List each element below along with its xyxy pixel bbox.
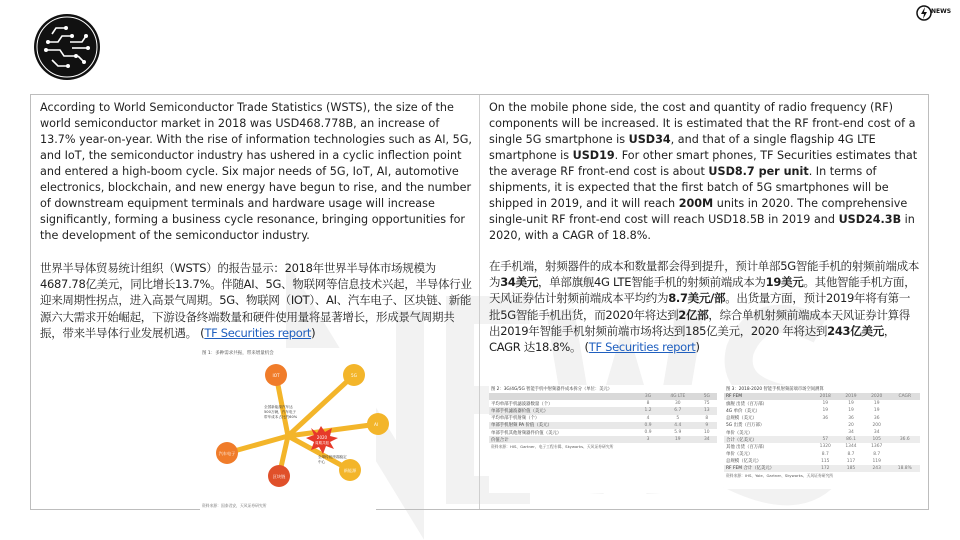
right-en-segment-8: units in 2020. The comprehensive single-unit RF front-end cost will reach USD18.5B in 2019 and: [489, 197, 908, 226]
node-energy-label: 新能源: [343, 468, 357, 473]
table1-cell: 价值合计: [489, 436, 637, 443]
right-zh-segment-8: ，综合单机射频前端成本天风证券计算得出2019年智能手机射频前端市场将达到185亿美元，2020 年将达到: [489, 307, 911, 338]
table1-cell: 5: [676, 415, 680, 421]
table-row: [724, 436, 920, 443]
right-en-segment-0: On the mobile phone side, the cost and quantity of radio frequency (RF) components will be increased. It is estimated that the RF front-end cost of a single 5G smartphone is: [489, 101, 916, 146]
right-chinese-text: [489, 259, 919, 354]
table-row: [489, 436, 717, 443]
side-label-1: 全国新能源汽车达: [264, 405, 293, 409]
table2-cell: 34: [873, 430, 880, 436]
right-zh-segment-2: ，单部旗舰4G LTE智能手机的射频前端成本为: [538, 275, 766, 290]
table2-header-cell: 2018: [812, 393, 838, 400]
table-row: [724, 407, 920, 414]
table2-cell: [890, 458, 920, 465]
table2-cell: 36: [822, 415, 829, 421]
figure-source: 资料来源：国泰君安，天风证券研究所: [202, 503, 267, 508]
table-row: [724, 465, 920, 472]
rf-cost-breakdown-table: [489, 385, 717, 493]
node-iot-label: IOT: [272, 373, 280, 378]
table2-cell: [890, 415, 920, 422]
table2-cell: 合计（亿美元）: [724, 436, 812, 443]
table2-cell: 18.8%: [890, 465, 920, 472]
table-row: [724, 422, 920, 429]
table1-cell: 10: [704, 430, 710, 436]
right-zh-segment-7: 2亿部: [678, 307, 709, 322]
table2-cell: 1344: [845, 444, 857, 450]
table2-cell: 8.7: [873, 451, 881, 457]
circuit-brain-logo: [32, 12, 102, 82]
table2-cell: RF FEM 合计（亿美元）: [724, 465, 812, 472]
right-en-segment-2: , and that of a single flagship 4G LTE smartphone is: [489, 133, 876, 162]
table2-cell: 57: [812, 436, 838, 443]
table1-cell: 34: [697, 436, 717, 443]
table2-cell: [890, 407, 920, 414]
table1-cell: 0.9: [637, 422, 659, 429]
column-divider: [479, 95, 480, 509]
right-zh-segment-0: 在手机端，射频器件的成本和数量都会得到提升，预计单部5G智能手机的射频前端成本为: [489, 259, 920, 290]
table2-cell: 86.1: [838, 436, 864, 443]
table1-cell: 平均单部手机滤波器数量（个）: [491, 401, 553, 407]
table2-header-cell: CAGR: [890, 393, 920, 400]
tf-securities-link-right[interactable]: TF Securities report: [588, 340, 696, 355]
right-column: [489, 100, 921, 355]
table1-cell: 4: [646, 415, 650, 421]
right-en-segment-1: USD34: [628, 133, 671, 146]
center-label: 2020: [316, 435, 328, 440]
node-blockchain-label: 区块链: [272, 474, 286, 479]
left-english-paragraph: According to World Semiconductor Trade Statistics (WSTS), the size of the world semiconductor market in 2018 was USD468.778B, an increase of 13.7% year-on-year. With the rise of information technologies such as AI, 5G, and IoT, the semiconductor industry has ushered in a cyclic inflection point and entered a high-boom cycle. Six major needs of 5G, IoT, AI, automotive electronics, blockchain, and new energy have begun to rise, and the number of downstream equipment terminals and hardware usage will increase significantly, forming a business cycle resonance, bringing opportunities for the development of the semiconductor industry.: [40, 101, 472, 242]
table2-header-cell: 2020: [864, 393, 890, 400]
table1-source: 资料来源：HIS、Gartner、电子工程专辑、Skyworks、天风证券研究所: [491, 444, 614, 450]
right-english-paragraph: [489, 100, 921, 244]
table1-header-row: [489, 393, 717, 400]
table2-cell: [890, 443, 920, 450]
node-auto-label: 汽车电子: [218, 451, 236, 456]
center-label-2: 周期共振: [315, 441, 329, 445]
table1-cell: 0.9: [644, 430, 652, 436]
table2-cell: [890, 422, 920, 429]
table1-cell: 单部手机滤波器价值（美元）: [489, 407, 637, 414]
table2-cell: 20: [848, 422, 854, 428]
table-row: [489, 407, 717, 414]
right-zh-segment-4: 。其他智能手机方面，天风证券估计射频前端成本平均约为: [489, 275, 916, 306]
table2-cell: 105: [864, 436, 890, 443]
table1-header-cell: 5G: [697, 393, 717, 400]
tf-securities-link-left[interactable]: TF Securities report: [204, 325, 312, 340]
table1-header-cell: 3G: [637, 393, 659, 400]
table2-cell: 200: [872, 422, 881, 428]
right-en-segment-6: . In terms of shipments, it is expected that the first batch of 5G smartphones will be shipped in 2019, and it will reach: [489, 165, 889, 210]
table2-caption: 图 3：2018-2020 智能手机射频前端市场空间测算: [726, 387, 824, 392]
table-row: [724, 429, 920, 436]
right-paren-close: ): [695, 340, 700, 355]
table2-cell: 单价（美元）: [726, 452, 753, 458]
left-chinese-paragraph: [40, 260, 472, 341]
table2-cell: 19: [822, 408, 829, 414]
table-row: [489, 429, 717, 436]
table1-cell: 单部手机射频 PA 价值（美元）: [489, 422, 637, 429]
table-row: [724, 458, 920, 465]
table2-cell: 19: [848, 408, 854, 414]
right-zh-segment-10: ，CAGR 达18.8%。: [489, 323, 896, 355]
demand-resonance-figure: [200, 348, 379, 511]
table2-cell: 8.7: [821, 451, 829, 457]
table1-cell: 6.7: [659, 407, 697, 414]
table1-cell: 30: [675, 401, 681, 407]
table2-cell: 34: [848, 430, 854, 436]
table1-cell: 13: [697, 407, 717, 414]
table1-cell: 5.9: [674, 430, 682, 436]
table1-cell: 8: [646, 401, 650, 407]
left-column: [40, 100, 472, 341]
side-label-2b: 中心: [318, 460, 326, 464]
table1-cell: 8: [705, 415, 709, 421]
table2-header-cell: RF FEM: [724, 393, 812, 400]
right-en-segment-9: USD24.3B: [838, 213, 902, 226]
table2-cell: 36.6: [890, 436, 920, 443]
right-en-segment-5: USD8.7 per unit: [708, 165, 809, 178]
table2-cell: 其他 出货（百万部）: [726, 444, 767, 450]
table-row: [724, 443, 920, 450]
right-en-segment-10: in 2020, with a CAGR of 18.8%.: [489, 213, 915, 242]
right-zh-segment-1: 34美元: [500, 275, 539, 290]
table1-cell: 1.2: [637, 407, 659, 414]
table1-cell: 19: [659, 436, 697, 443]
table2-cell: 4G 单价（美元）: [726, 408, 760, 414]
table1-cell: 单部手机其他射频器件价值（美元）: [491, 430, 562, 436]
table2-cell: [890, 400, 920, 407]
right-paren-open: (: [584, 340, 589, 355]
table-row: [489, 415, 717, 422]
left-paren-open: (: [200, 325, 205, 340]
right-zh-segment-6: 。出货量方面，预计2019年将有第一批5G智能手机出货，而2020年将达到: [489, 291, 911, 322]
table-row: [724, 415, 920, 422]
brand-text: NEWS: [931, 8, 952, 15]
table1-cell: 4.4: [659, 422, 697, 429]
table1-header-cell: [489, 393, 637, 400]
right-zh-segment-3: 19美元: [765, 275, 804, 290]
right-chinese-paragraph: [489, 258, 921, 355]
table1-cell: 3: [637, 436, 659, 443]
table2-cell: 总规模（美元）: [726, 416, 757, 422]
rf-market-size-table: [724, 385, 920, 489]
table2-cell: 172: [812, 465, 838, 472]
table2-header-row: [724, 393, 920, 400]
figure-diagram: [200, 348, 379, 511]
table2-cell: 19: [873, 401, 880, 407]
table2-cell: 总规模（亿美元）: [726, 459, 762, 465]
table2-cell: [812, 422, 838, 429]
table2-cell: [812, 429, 838, 436]
table2-cell: 19: [822, 401, 829, 407]
node-5g-label: 5G: [351, 373, 357, 378]
table2-cell: 1320: [819, 444, 831, 450]
table1-cell: 75: [704, 401, 710, 407]
table2-cell: 185: [838, 465, 864, 472]
table2-cell: 36: [873, 415, 880, 421]
table2-cell: 36: [848, 415, 854, 421]
right-en-segment-4: . For other smart phones, TF Securities estimates that the average RF front-end cost is about: [489, 149, 918, 178]
right-zh-segment-9: 243亿美元: [827, 323, 884, 338]
table2-cell: 119: [872, 458, 881, 464]
table-row: [724, 400, 920, 407]
table-row: [489, 422, 717, 429]
right-zh-segment-5: 8.7美元/部: [668, 291, 726, 306]
left-chinese-text: 世界半导体贸易统计组织（WSTS）的报告显示：2018年世界半导体市场规模为4687.78亿美元，同比增长13.7%。伴随AI、5G、物联网等信息技术兴起，半导体行业迎来周期性拐点，进入高景气周期。5G、物联网（IOT）、AI、汽车电子、区块链、新能源六大需求开始崛起，下游设备终端数量和硬件使用量将显著增长，形成景气周期共振，带来半导体行业发展机遇。: [40, 261, 472, 340]
table2-cell: [890, 429, 920, 436]
figure-caption: 图 1：多种需求共振，带来增量机会: [202, 351, 274, 356]
side-label-1b: 500万辆，汽车电子: [264, 410, 297, 414]
table2-cell: 5G 出货（百万部）: [726, 423, 765, 429]
table1-cell: 平均单部手机射频（个）: [491, 416, 540, 422]
table2-source: 资料来源：IHS、Yole、Gartner、Skyworks、天风证券研究所: [726, 473, 834, 479]
table2-cell: 旗舰 出货（百万部）: [726, 401, 767, 407]
table2-cell: 19: [873, 408, 880, 414]
table1-cell: 9: [697, 422, 717, 429]
side-label-1c: 带车成本占比约60%: [264, 415, 298, 419]
table1-caption: 图 2：3G/4G/5G 智能手机中射频器件成本拆分（单位：美元）: [491, 387, 613, 392]
table2-cell: 单价（美元）: [726, 430, 753, 436]
table2-cell: 117: [846, 458, 856, 464]
right-en-segment-3: USD19: [572, 149, 615, 162]
right-en-segment-7: 200M: [678, 197, 714, 210]
side-label-2: 全球传统终端稳定: [318, 455, 347, 459]
table2-cell: 115: [821, 458, 830, 464]
table2-cell: 8.7: [847, 451, 855, 457]
table2-header-cell: 2019: [838, 393, 864, 400]
table-row: [489, 400, 717, 407]
table2-cell: 19: [848, 401, 854, 407]
table2-cell: 243: [864, 465, 890, 472]
table2-cell: [890, 451, 920, 458]
node-ai-label: AI: [373, 422, 379, 427]
table1-header-cell: 4G LTE: [659, 393, 697, 400]
table2-cell: 1367: [871, 444, 883, 450]
left-paren-close: ): [311, 325, 316, 340]
table-row: [724, 451, 920, 458]
